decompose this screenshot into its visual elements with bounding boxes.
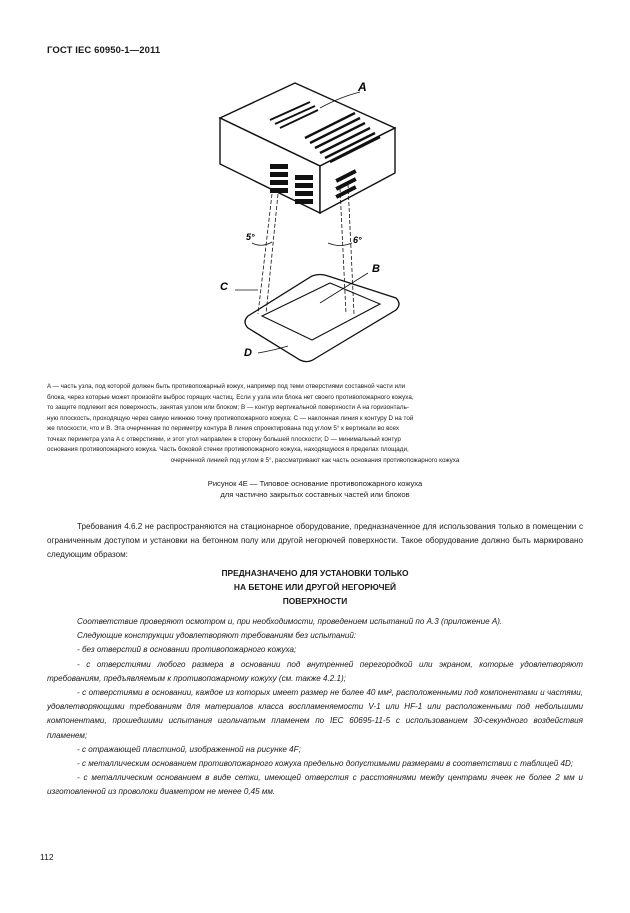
- legend-line: же плоскости, что и B. Эта очерченная по периметру контура B линия спроектирована под углом 5° к вертикали во всех: [47, 425, 400, 432]
- marking-line: ПРЕДНАЗНАЧЕНО ДЛЯ УСТАНОВКИ ТОЛЬКО: [221, 568, 409, 578]
- compliance-list-item: - с отверстиями любого размера в основании под внутренней перегородкой или экраном, которые удовлетворяют требованиям, предъявляемым к противопожарному кожуху (см. также 4.2.1);: [47, 659, 583, 683]
- legend-line: очерченной линией под углом в 5°, рассматривают как часть основания противопожарного кожуха: [170, 456, 460, 464]
- legend-line: основания противопожарного кожуха. Часть боковой стенки противопожарного кожуха, находящуюся в пределах площади,: [47, 446, 409, 453]
- legend-line: то защите подлежит вся поверхность, занятая узлом или блоком; B — контур вертикальной поверхности A на горизонталь-: [47, 404, 409, 411]
- page-number: 112: [40, 852, 54, 862]
- compliance-list-item: - с металлическим основанием в виде сетки, имеющей отверстия с расстояниями между центрами ячеек не более 2 мм и изготовленной из проволоки диаметром не менее 0,45 мм.: [47, 773, 583, 797]
- compliance-paragraph: Следующие конструкции удовлетворяют требованиям без испытаний:: [77, 631, 357, 641]
- compliance-paragraph: Соответствие проверяют осмотром и, при необходимости, проведением испытаний по А.3 (приложение А).: [77, 617, 503, 626]
- legend-line: A — часть узла, под которой должен быть противопожарный кожух, например под теми отверстиями составной части или: [47, 383, 406, 390]
- legend-line: ную плоскость, проходящую через самую нижнюю точку противопожарного кожуха; C — наклонная линия к контуру D на той: [47, 414, 414, 422]
- legend-line: точках периметра узла A с отверстиями, и этот угол направлен в сторону большей плоскости; D — минимальный контур: [47, 435, 401, 443]
- paragraph-requirements: Требования 4.6.2 не распространяются на стационарное оборудование, предназначенное для использования только в помещении с ограниченным доступом и установки на бетонном полу или другой негорючей поверхности. Такое оборудование должно быть маркировано следующим образом:: [47, 522, 583, 559]
- label-c: C: [220, 281, 228, 293]
- marking-line: ПОВЕРХНОСТИ: [282, 596, 348, 606]
- figure-title-line: для частично закрытых составных частей или блоков: [220, 490, 410, 499]
- fire-enclosure-diagram: [200, 78, 420, 378]
- marking-text: [0, 566, 630, 608]
- figure-title: [0, 478, 630, 500]
- compliance-list-item: - с отражающей пластиной, изображенной на рисунке 4F;: [77, 744, 301, 754]
- figure-legend: [47, 382, 583, 466]
- figure-4e: [200, 78, 420, 378]
- marking-line: НА БЕТОНЕ ИЛИ ДРУГОЙ НЕГОРЮЧЕЙ: [233, 582, 397, 592]
- compliance-list-item: - с металлическим основанием противопожарного кожуха предельно допустимыми размерами в соответствии с таблицей 4D;: [77, 759, 574, 769]
- compliance-list-item: - без отверстий в основании противопожарного кожуха;: [77, 645, 297, 655]
- document-header: ГОСТ IEC 60950-1—2011: [47, 45, 161, 56]
- label-a: A: [358, 80, 367, 94]
- compliance-section: [47, 615, 583, 800]
- label-b: B: [372, 263, 380, 275]
- legend-line: блока, через которые может произойти выброс горящих частиц. Если у узла или блока нет своего противопожарного кожуха,: [47, 393, 414, 401]
- label-d: D: [244, 347, 252, 359]
- figure-title-line: Рисунок 4E — Типовое основание противопожарного кожуха: [207, 479, 423, 488]
- compliance-list-item: - с отверстиями в основании, каждое из которых имеет размер не более 40 мм², расположенными под компонентами и частями, удовлетворяющими требованиям для материалов класса воспламеняемости V-1 или HF-1 или расположенными под небольшими компонентами, прошедшими испытания игольчатым пламенем по IEC 60695-11-5 с использованием 30-секундного воздействия пламенем;: [47, 688, 583, 740]
- label-angle-5: 5°: [246, 232, 255, 242]
- label-angle-6: 6°: [353, 235, 362, 245]
